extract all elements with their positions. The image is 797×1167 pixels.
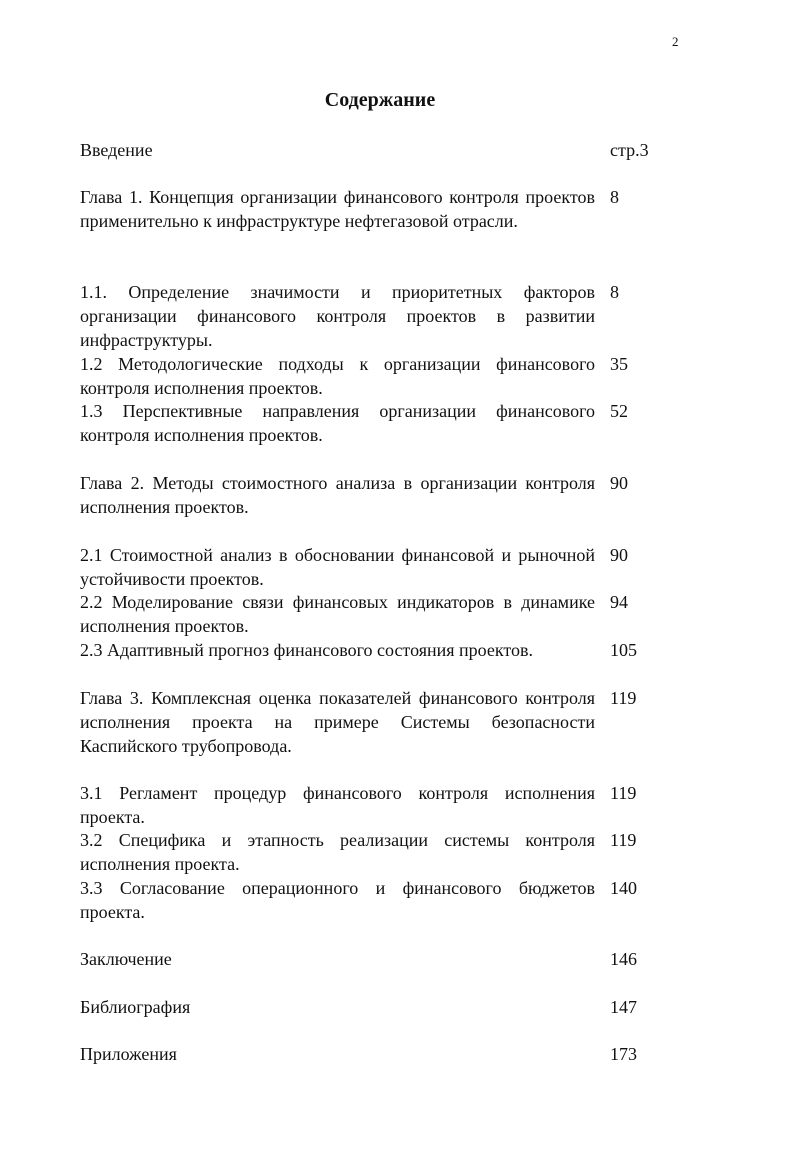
- page-title: Содержание: [324, 89, 436, 111]
- toc-entry-page: 94: [610, 592, 628, 612]
- toc-entry-page: 119: [610, 783, 637, 803]
- toc-entry-page: 90: [610, 545, 628, 565]
- toc-entry-text: 2.1 Стоимостной анализ в обосновании финансовой и рыночной устойчивости проектов.: [80, 545, 595, 589]
- toc-entry-page: 147: [610, 997, 637, 1017]
- toc-entry-text: Введение: [80, 140, 153, 160]
- toc-entry-page: 8: [610, 282, 619, 302]
- toc-entry-text: 3.2 Специфика и этапность реализации системы контроля исполнения проекта.: [80, 830, 595, 874]
- toc-entry-text: 3.3 Согласование операционного и финансового бюджетов проекта.: [80, 878, 595, 922]
- toc-entry-page: 146: [610, 949, 637, 969]
- toc-entry-page: 140: [610, 878, 637, 898]
- toc-entry-page: 105: [610, 640, 637, 660]
- toc-entry-text: 1.3 Перспективные направления организации финансового контроля исполнения проектов.: [80, 401, 595, 445]
- toc-entry-page: 8: [610, 187, 619, 207]
- toc-entry-text: 2.2 Моделирование связи финансовых индикаторов в динамике исполнения проектов.: [80, 592, 595, 636]
- toc-entry-text: Глава 1. Концепция организации финансового контроля проектов применительно к инфраструктуре нефтегазовой отрасли.: [80, 187, 595, 231]
- toc-entry-text: Глава 3. Комплексная оценка показателей финансового контроля исполнения проекта на примере Системы безопасности Каспийского трубопровода.: [80, 688, 595, 756]
- toc-entry-text: 2.3 Адаптивный прогноз финансового состояния проектов.: [80, 640, 534, 660]
- toc-entry-text: Библиография: [80, 997, 191, 1017]
- toc-entry-text: Глава 2. Методы стоимостного анализа в организации контроля исполнения проектов.: [80, 473, 595, 517]
- toc-entry-page: 35: [610, 354, 628, 374]
- toc-entry-page: 90: [610, 473, 628, 493]
- toc-entry-page: 173: [610, 1044, 637, 1064]
- toc-entry-page: 119: [610, 830, 637, 850]
- toc-entry-text: Приложения: [80, 1044, 177, 1064]
- toc-entry-text: 3.1 Регламент процедур финансового контроля исполнения проекта.: [80, 783, 595, 827]
- toc-entry-text: 1.1. Определение значимости и приоритетных факторов организации финансового контроля проектов в развитии инфраструктуры.: [80, 282, 595, 350]
- page-number: 2: [672, 34, 679, 49]
- toc-entry-page: 52: [610, 401, 628, 421]
- toc-entry-page: стр.3: [610, 140, 649, 160]
- toc-entry-text: 1.2 Методологические подходы к организации финансового контроля исполнения проектов.: [80, 354, 595, 398]
- toc-entry-page: 119: [610, 688, 637, 708]
- toc-entry-text: Заключение: [80, 949, 172, 969]
